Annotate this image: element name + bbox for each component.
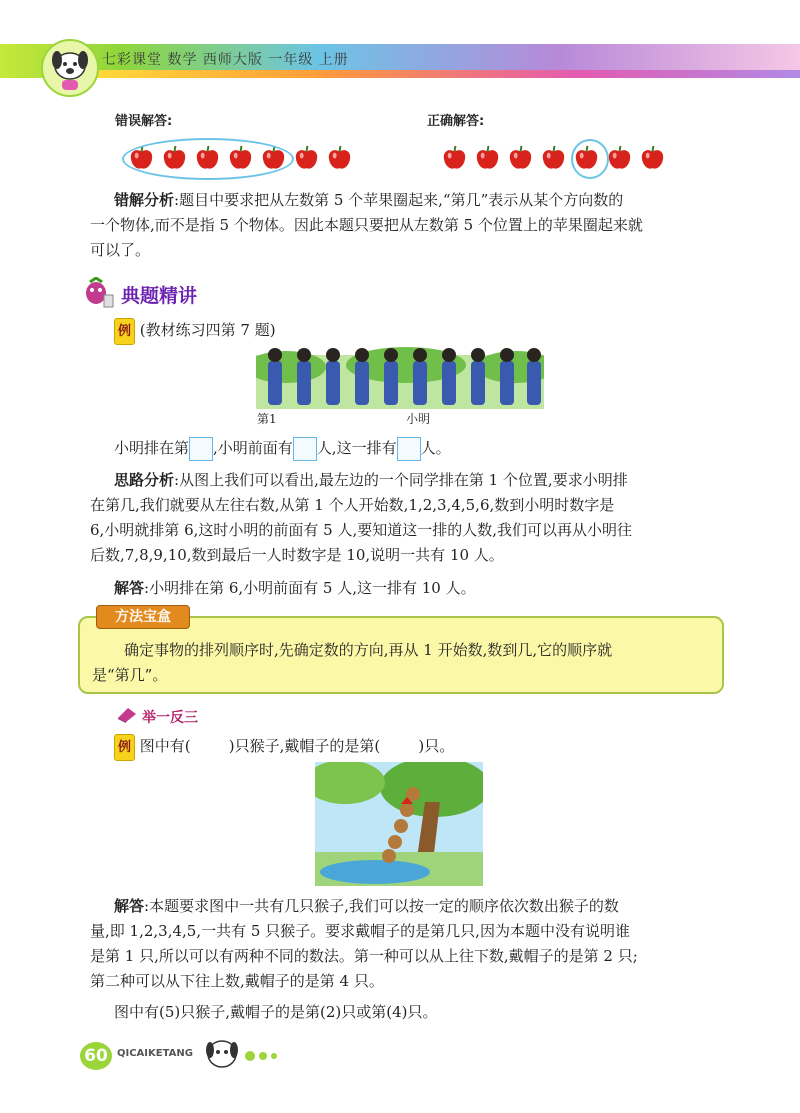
question-part-3: 人,这一排有 bbox=[316, 439, 397, 457]
question-part-4: 人。 bbox=[420, 439, 451, 457]
correct-apple-row bbox=[441, 144, 666, 171]
thinking-line-4: 后数,7,8,9,10,数到最后一人时数字是 10,说明一共有 10 人。 bbox=[90, 546, 504, 564]
correct-circle-outline bbox=[571, 139, 609, 179]
correct-answer-label: 正确解答: bbox=[427, 114, 485, 129]
answer2-head: 解答 bbox=[114, 897, 145, 915]
apple-icon bbox=[639, 144, 666, 171]
page-number: 60 bbox=[80, 1042, 112, 1070]
students-line-illustration bbox=[256, 345, 544, 409]
label-xiaoming: 小明 bbox=[406, 412, 431, 426]
method-text-cont bbox=[92, 663, 692, 688]
apple-icon bbox=[293, 144, 320, 171]
thinking-line-1: :从图上我们可以看出,最左边的一个同学排在第 1 个位置,要求小明排 bbox=[174, 471, 628, 489]
answer2-final: 图中有(5)只猴子,戴帽子的是第(2)只或第(4)只。 bbox=[114, 1003, 438, 1021]
analysis-line-1: :题目中要求把从左数第 5 个苹果圈起来,“第几”表示从某个方向数的 bbox=[174, 191, 624, 209]
apple-icon bbox=[474, 144, 501, 171]
method-line-2: 是“第几”。 bbox=[92, 666, 168, 684]
answer2-line-3: 是第 1 只,所以可以有两种不同的数法。第一种可以从上往下数,戴帽子的是第 2 只; bbox=[90, 947, 638, 965]
answer2-line-2: 量,即 1,2,3,4,5,一共有 5 只猴子。要求戴帽子的是第几只,因为本题中没有说明谁 bbox=[90, 922, 630, 940]
answer1 bbox=[114, 576, 476, 601]
mascot-dog-icon bbox=[40, 38, 100, 98]
footer-brand: QICAIKETANG bbox=[117, 1048, 193, 1059]
method-text bbox=[124, 638, 714, 663]
example1-source: (教材练习四第 7 题) bbox=[139, 321, 276, 339]
example2-question: 图中有( )只猴子,戴帽子的是第( )只。 bbox=[139, 737, 455, 755]
wrong-answer-label: 错误解答: bbox=[115, 114, 173, 129]
example2-question-line bbox=[114, 734, 454, 761]
answer1-head: 解答 bbox=[114, 579, 145, 597]
method-tag: 方法宝盒 bbox=[96, 605, 190, 629]
example-tag: 例 bbox=[114, 318, 135, 345]
answer2 bbox=[114, 894, 734, 919]
answer2-line-1: :本题要求图中一共有几只猴子,我们可以按一定的顺序依次数出猴子的数 bbox=[144, 897, 619, 915]
example1-head bbox=[114, 318, 276, 345]
header-title: 七彩课堂 数学 西师大版 一年级 上册 bbox=[102, 52, 349, 68]
section-title-dianti: 典题精讲 bbox=[121, 285, 198, 307]
answer1-text: :小明排在第 6,小明前面有 5 人,这一排有 10 人。 bbox=[144, 579, 476, 597]
error-analysis bbox=[114, 188, 734, 213]
wrong-circle-outline bbox=[122, 138, 294, 180]
apple-icon bbox=[606, 144, 633, 171]
apple-icon bbox=[507, 144, 534, 171]
answer-blank[interactable] bbox=[293, 437, 317, 461]
answer-blank[interactable] bbox=[189, 437, 213, 461]
example1-question bbox=[114, 436, 451, 461]
method-line-1: 确定事物的排列顺序时,先确定数的方向,再从 1 开始数,数到几,它的顺序就 bbox=[124, 641, 613, 659]
strawberry-mascot-icon bbox=[78, 277, 114, 309]
analysis-line-3: 可以了。 bbox=[90, 241, 151, 259]
question-part-2: ,小明前面有 bbox=[213, 439, 293, 457]
thinking-cont bbox=[90, 493, 740, 568]
thinking-line-3: 6,小明就排第 6,这时小明的前面有 5 人,要知道这一排的人数,我们可以再从小明往 bbox=[90, 521, 633, 539]
thinking-head: 思路分析 bbox=[114, 471, 175, 489]
apple-icon bbox=[540, 144, 567, 171]
monkeys-tree-illustration bbox=[315, 762, 483, 886]
analysis-line-2: 一个物体,而不是指 5 个物体。因此本题只要把从左数第 5 个位置上的苹果圈起来就 bbox=[90, 216, 643, 234]
footer-mascot-icon bbox=[200, 1032, 290, 1076]
answer2-line-4: 第二种可以从下往上数,戴帽子的是第 4 只。 bbox=[90, 972, 384, 990]
apple-icon bbox=[441, 144, 468, 171]
answer-blank[interactable] bbox=[397, 437, 421, 461]
question-part-1: 小明排在第 bbox=[114, 439, 190, 457]
apple-icon bbox=[326, 144, 353, 171]
label-first: 第1 bbox=[257, 412, 277, 426]
answer2-cont bbox=[90, 919, 740, 994]
error-analysis-cont bbox=[90, 213, 740, 263]
thinking-analysis bbox=[114, 468, 734, 493]
section-title-juyi: 举一反三 bbox=[142, 710, 198, 726]
eraser-icon bbox=[116, 706, 138, 724]
error-analysis-head: 错解分析 bbox=[114, 191, 175, 209]
header-stripe bbox=[60, 70, 800, 78]
thinking-line-2: 在第几,我们就要从左往右数,从第 1 个人开始数,1,2,3,4,5,6,数到小明时数字是 bbox=[90, 496, 615, 514]
example-tag: 例 bbox=[114, 734, 135, 761]
